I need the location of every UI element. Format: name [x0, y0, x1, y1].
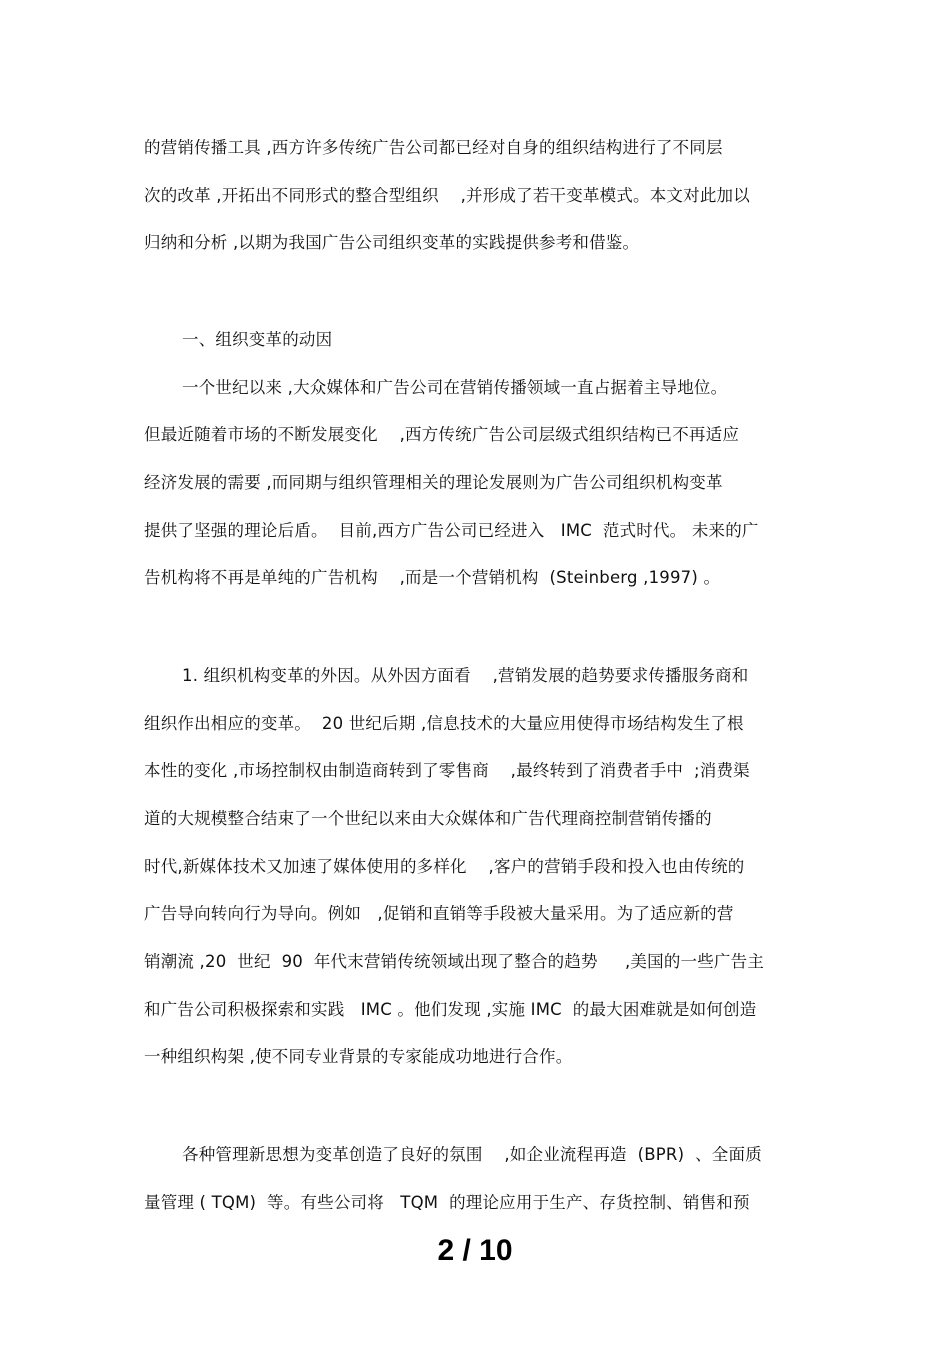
paragraph-line: 的营销传播工具 ,西方许多传统广告公司都已经对自身的组织结构进行了不同层	[144, 138, 723, 157]
paragraph-line: 组织作出相应的变革。 20 世纪后期 ,信息技术的大量应用使得市场结构发生了根	[144, 714, 744, 733]
paragraph-line: 道的大规模整合结束了一个世纪以来由大众媒体和广告代理商控制营销传播的	[144, 809, 712, 828]
paragraph-line: 1. 组织机构变革的外因。从外因方面看 ,营销发展的趋势要求传播服务商和	[182, 666, 749, 685]
paragraph-line: 销潮流 ,20 世纪 90 年代末营销传统领域出现了整合的趋势 ,美国的一些广告主	[144, 952, 765, 971]
paragraph-line: 一个世纪以来 ,大众媒体和广告公司在营销传播领域一直占据着主导地位。	[182, 378, 728, 397]
paragraph-line: 广告导向转向行为导向。例如 ,促销和直销等手段被大量采用。为了适应新的营	[144, 904, 734, 923]
paragraph-line: 和广告公司积极探索和实践 IMC 。他们发现 ,实施 IMC 的最大困难就是如何创造	[144, 1000, 757, 1019]
paragraph-line: 归纳和分析 ,以期为我国广告公司组织变革的实践提供参考和借鉴。	[144, 233, 640, 252]
paragraph-line: 但最近随着市场的不断发展变化 ,西方传统广告公司层级式组织结构已不再适应	[144, 425, 740, 444]
paragraph-line: 各种管理新思想为变革创造了良好的氛围 ,如企业流程再造 (BPR) 、全面质	[182, 1145, 762, 1164]
paragraph-line: 告机构将不再是单纯的广告机构 ,而是一个营销机构 (Steinberg ,1997) 。	[144, 568, 721, 587]
paragraph-line: 量管理 ( TQM) 等。有些公司将 TQM 的理论应用于生产、存货控制、销售和预	[144, 1193, 750, 1212]
paragraph-line: 一种组织构架 ,使不同专业背景的专家能成功地进行合作。	[144, 1047, 573, 1066]
paragraph-line: 经济发展的需要 ,而同期与组织管理相关的理论发展则为广告公司组织机构变革	[144, 473, 723, 492]
paragraph-line: 时代,新媒体技术又加速了媒体使用的多样化 ,客户的营销手段和投入也由传统的	[144, 857, 745, 876]
paragraph-line: 次的改革 ,开拓出不同形式的整合型组织 ,并形成了若干变革模式。本文对此加以	[144, 186, 750, 205]
page-number: 2 / 10	[437, 1234, 513, 1267]
paragraph-line: 提供了坚强的理论后盾。 目前,西方广告公司已经进入 IMC 范式时代。 未来的广	[144, 521, 759, 540]
section-heading: 一、组织变革的动因	[182, 330, 333, 349]
paragraph-line: 本性的变化 ,市场控制权由制造商转到了零售商 ,最终转到了消费者手中 ;消费渠	[144, 761, 750, 780]
